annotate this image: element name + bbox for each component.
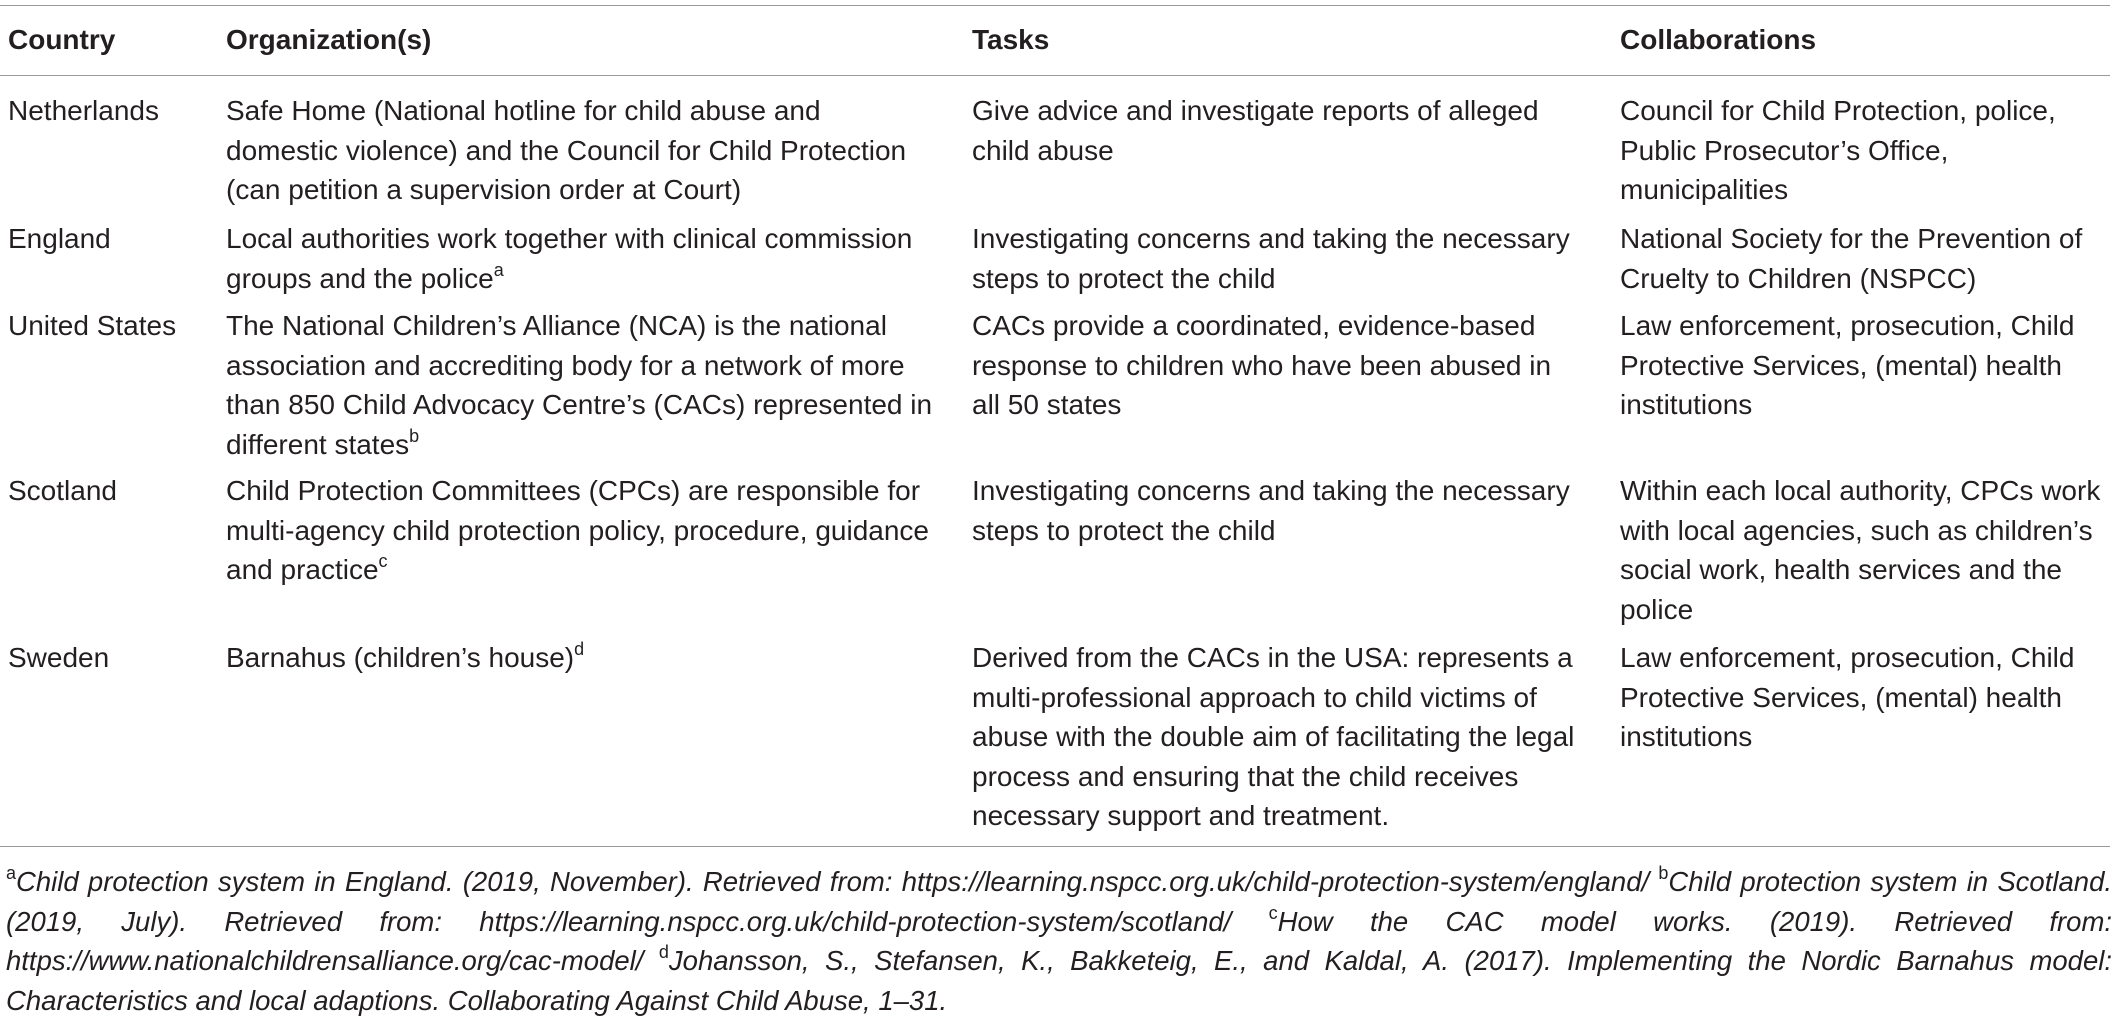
row-united-states-organization — [226, 306, 936, 464]
row-scotland-country: Scotland — [8, 475, 117, 506]
row-sweden-organization — [226, 638, 936, 678]
row-sweden-country: Sweden — [8, 642, 110, 673]
row-united-states-collaborations: Law enforcement, prosecution, Child Protective Services, (mental) health institutions — [1620, 310, 2075, 420]
footnote-marker: a — [493, 259, 504, 280]
header-tasks: Tasks — [972, 24, 1050, 55]
organization-text: Safe Home (National hotline for child abuse and domestic violence) and the Council for Child Protection (can petition a supervision order at Court) — [226, 95, 907, 205]
row-england-country: England — [8, 223, 111, 254]
row-netherlands-organization — [226, 91, 936, 210]
organization-text: Child Protection Committees (CPCs) are responsible for multi-agency child protection policy, procedure, guidance and practice — [226, 475, 929, 585]
header-country: Country — [8, 24, 116, 55]
row-united-states-country: United States — [8, 310, 177, 341]
organization-text: Local authorities work together with clinical commission groups and the police — [226, 223, 913, 294]
row-scotland-organization — [226, 471, 936, 590]
footnote-marker: c — [378, 551, 388, 571]
table-header-rule — [0, 75, 2110, 76]
organization-text: The National Children’s Alliance (NCA) is the national association and accrediting body for a network of more than 850 Child Advocacy Centre’s (CACs) represented in different states — [226, 310, 933, 460]
row-netherlands-country: Netherlands — [8, 95, 159, 126]
row-scotland-tasks: Investigating concerns and taking the necessary steps to protect the child — [972, 475, 1570, 546]
row-netherlands-tasks: Give advice and investigate reports of alleged child abuse — [972, 95, 1539, 166]
row-sweden-tasks: Derived from the CACs in the USA: represents a multi-professional approach to child victims of abuse with the double aim of facilitating the legal process and ensuring that the child receives necessary support and treatment. — [972, 642, 1575, 831]
header-collaborations: Collaborations — [1620, 24, 1817, 55]
footnote-d-text: Johansson, S., Stefansen, K., Bakketeig, E., and Kaldal, A. (2017). Implementing the Nordic Barnahus model: Characteristics and local adaptions. Collaborating Against Child Abuse, 1–31. — [6, 945, 2113, 1016]
footnote-c-text: How the CAC model works. (2019). Retrieved from: https://www.nationalchildrensalliance.org/cac-model/ — [6, 905, 2113, 976]
organization-text: Barnahus (children’s house) — [226, 642, 575, 673]
footnote-c-marker: c — [1268, 902, 1278, 923]
footnote-b-text: Child protection system in Scotland. (2019, July). Retrieved from: https://learning.nspcc.org.uk/child-protection-system/scotland/ — [6, 866, 2112, 937]
row-england-collaborations: National Society for the Prevention of Cruelty to Children (NSPCC) — [1620, 223, 2083, 294]
row-netherlands-collaborations: Council for Child Protection, police, Public Prosecutor’s Office, municipalities — [1620, 95, 2056, 205]
row-sweden-collaborations: Law enforcement, prosecution, Child Protective Services, (mental) health institutions — [1620, 642, 2075, 752]
header-organizations: Organization(s) — [226, 24, 432, 55]
row-united-states-tasks: CACs provide a coordinated, evidence-based response to children who have been abused in all 50 states — [972, 310, 1552, 420]
row-england-tasks: Investigating concerns and taking the necessary steps to protect the child — [972, 223, 1570, 294]
table-bottom-rule — [0, 846, 2110, 847]
table-footnotes — [6, 862, 2112, 1020]
row-england-organization — [226, 219, 936, 298]
row-scotland-collaborations: Within each local authority, CPCs work with local agencies, such as children’s social work, health services and the police — [1620, 475, 2101, 625]
footnote-d-marker: d — [658, 942, 669, 962]
table-top-rule — [0, 5, 2110, 6]
footnote-marker: d — [574, 639, 585, 659]
footnote-a-text: Child protection system in England. (2019, November). Retrieved from: https://learning.nspcc.org.uk/child-protection-system/england/ — [16, 866, 1650, 897]
footnote-b-marker: b — [1658, 863, 1669, 883]
footnote-a-marker: a — [6, 863, 17, 883]
footnote-marker: b — [409, 425, 420, 446]
